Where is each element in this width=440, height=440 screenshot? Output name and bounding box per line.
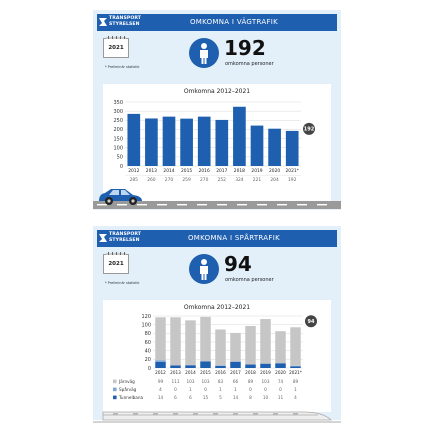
- x-tick-label: 2018: [245, 370, 256, 375]
- table-value: 0: [279, 387, 282, 392]
- bar-segment: [245, 326, 256, 365]
- table-value: 0: [249, 387, 252, 392]
- fatalities-count: 94: [224, 252, 252, 276]
- x-tick-label: 2021*: [289, 370, 302, 375]
- bar-segment: [290, 327, 301, 366]
- table-value: 111: [171, 379, 180, 384]
- table-value: 11: [277, 395, 284, 400]
- y-tick-label: 250: [113, 118, 123, 125]
- y-tick-label: 350: [113, 99, 123, 106]
- rail-scene: [93, 408, 341, 426]
- panel-title: OMKOMNA I SPÅRTRAFIK: [188, 234, 280, 242]
- transportstyrelsen-logo: TRANSPORT STYRELSEN: [99, 15, 149, 30]
- table-value: 270: [164, 178, 174, 183]
- calendar-icon: [103, 254, 129, 274]
- table-value: 1: [219, 387, 222, 392]
- bar-segment: [215, 329, 226, 365]
- logo-mark-icon: [99, 234, 107, 242]
- table-value: 15: [202, 395, 209, 400]
- transportstyrelsen-logo: TRANSPORT STYRELSEN: [99, 231, 149, 246]
- logo-mark-icon: [99, 18, 107, 26]
- bar: [215, 120, 228, 166]
- table-value: 83: [217, 379, 224, 384]
- x-tick-label: 2019: [251, 169, 263, 174]
- x-tick-label: 2014: [163, 169, 175, 174]
- bar-segment: [155, 362, 166, 368]
- legend-swatch: [113, 380, 117, 384]
- person-icon: [189, 254, 219, 284]
- bar: [268, 129, 281, 166]
- legend-swatch: [113, 388, 117, 392]
- callout-value: 192: [303, 126, 315, 133]
- prelim-note: * Preliminär statistik: [105, 281, 140, 285]
- bar: [233, 107, 246, 166]
- bar-segment: [275, 363, 286, 368]
- calendar-year: 2021: [108, 45, 124, 51]
- x-tick-label: 2016: [198, 169, 210, 174]
- table-value: 103: [186, 379, 195, 384]
- rail-traffic-panel: [93, 226, 341, 420]
- x-tick-label: 2020: [269, 169, 281, 174]
- fatalities-label: omkomna personer: [225, 277, 274, 283]
- bar: [127, 114, 140, 166]
- table-value: 8: [249, 395, 252, 400]
- calendar-year: 2021: [108, 261, 124, 267]
- y-tick-label: 0: [147, 365, 151, 372]
- table-value: 99: [157, 379, 164, 384]
- x-tick-label: 2016: [215, 370, 226, 375]
- rail-stacked-bar-chart: [103, 300, 331, 412]
- y-tick-label: 40: [144, 348, 151, 355]
- panel-title: OMKOMNA I VÄGTRAFIK: [189, 18, 279, 26]
- y-tick-label: 300: [113, 108, 123, 115]
- legend-label: Tunnelbana: [119, 395, 144, 400]
- bar: [180, 119, 193, 166]
- table-value: 10: [262, 395, 269, 400]
- x-tick-label: 2019: [260, 370, 271, 375]
- table-value: 89: [247, 379, 254, 384]
- table-value: 1: [294, 387, 297, 392]
- x-tick-label: 2020: [275, 370, 286, 375]
- table-value: 6: [174, 395, 177, 400]
- callout-value: 94: [307, 319, 315, 326]
- table-value: 204: [270, 178, 279, 183]
- bar: [198, 117, 211, 166]
- x-tick-label: 2018: [233, 169, 245, 174]
- y-tick-label: 50: [116, 154, 123, 161]
- table-value: 4: [294, 395, 297, 400]
- bar-segment: [230, 362, 241, 368]
- table-value: 270: [200, 178, 209, 183]
- table-value: 4: [159, 387, 162, 392]
- table-value: 324: [235, 178, 244, 183]
- chart-title: Omkomna 2012–2021: [183, 88, 251, 95]
- fatalities-count: 192: [224, 36, 266, 60]
- table-value: 14: [232, 395, 239, 400]
- table-value: 260: [147, 178, 156, 183]
- panel-header: [97, 230, 337, 247]
- rail-chart: [103, 300, 331, 412]
- table-value: 0: [174, 387, 177, 392]
- table-value: 14: [157, 395, 164, 400]
- bar: [251, 126, 264, 166]
- bar-segment: [260, 364, 271, 368]
- table-value: 66: [232, 379, 239, 384]
- y-tick-label: 100: [113, 145, 123, 152]
- table-value: 1: [189, 387, 192, 392]
- x-tick-label: 2017: [216, 169, 228, 174]
- table-value: 221: [252, 178, 262, 183]
- chart-title: Omkomna 2012–2021: [183, 304, 251, 311]
- y-tick-label: 60: [144, 339, 151, 346]
- x-tick-label: 2015: [181, 169, 193, 174]
- panel-header: [97, 14, 337, 31]
- bar-segment: [185, 365, 196, 368]
- fatalities-label: omkomna personer: [225, 61, 274, 67]
- bar-segment: [275, 331, 286, 363]
- table-value: 259: [182, 178, 191, 183]
- bar: [286, 131, 299, 166]
- bar: [145, 118, 158, 166]
- table-value: 0: [264, 387, 267, 392]
- road-traffic-panel: [93, 10, 341, 210]
- bar-segment: [170, 365, 181, 368]
- bar-segment: [185, 320, 196, 365]
- bar-segment: [215, 366, 226, 368]
- y-tick-label: 200: [113, 127, 123, 134]
- bar-segment: [155, 360, 166, 362]
- y-tick-label: 120: [141, 313, 151, 320]
- bar-segment: [170, 317, 181, 365]
- table-value: 285: [129, 178, 138, 183]
- calendar-icon: [103, 38, 129, 58]
- bar-segment: [200, 362, 211, 369]
- person-icon: [189, 38, 219, 68]
- table-value: 252: [217, 178, 226, 183]
- bar-segment: [245, 365, 256, 368]
- table-value: 1: [234, 387, 237, 392]
- x-tick-label: 2013: [170, 370, 181, 375]
- bar: [163, 117, 176, 166]
- y-tick-label: 0: [119, 163, 123, 170]
- x-tick-label: 2013: [145, 169, 157, 174]
- y-tick-label: 100: [141, 322, 151, 329]
- legend-swatch: [113, 396, 117, 400]
- y-tick-label: 80: [144, 331, 151, 338]
- table-value: 6: [189, 395, 192, 400]
- bar-segment: [155, 317, 166, 360]
- prelim-note: * Preliminär statistik: [105, 65, 140, 69]
- table-value: 192: [288, 178, 297, 183]
- table-value: 89: [292, 379, 299, 384]
- x-tick-label: 2014: [185, 370, 196, 375]
- table-value: 74: [277, 379, 284, 384]
- road-scene: [93, 183, 341, 209]
- legend-label: Järnväg: [119, 379, 135, 384]
- legend-label: Spårväg: [119, 387, 137, 392]
- y-tick-label: 150: [113, 136, 123, 143]
- x-tick-label: 2015: [200, 370, 211, 375]
- x-tick-label: 2017: [230, 370, 241, 375]
- bar-segment: [200, 317, 211, 362]
- bar-segment: [230, 333, 241, 362]
- bar-segment: [260, 319, 271, 364]
- x-tick-label: 2012: [128, 169, 140, 174]
- bar-segment: [290, 366, 301, 368]
- y-tick-label: 20: [144, 357, 151, 364]
- table-value: 5: [219, 395, 222, 400]
- table-value: 103: [261, 379, 270, 384]
- table-value: 103: [201, 379, 210, 384]
- x-tick-label: 2012: [155, 370, 166, 375]
- table-value: 0: [204, 387, 207, 392]
- x-tick-label: 2021*: [285, 169, 299, 174]
